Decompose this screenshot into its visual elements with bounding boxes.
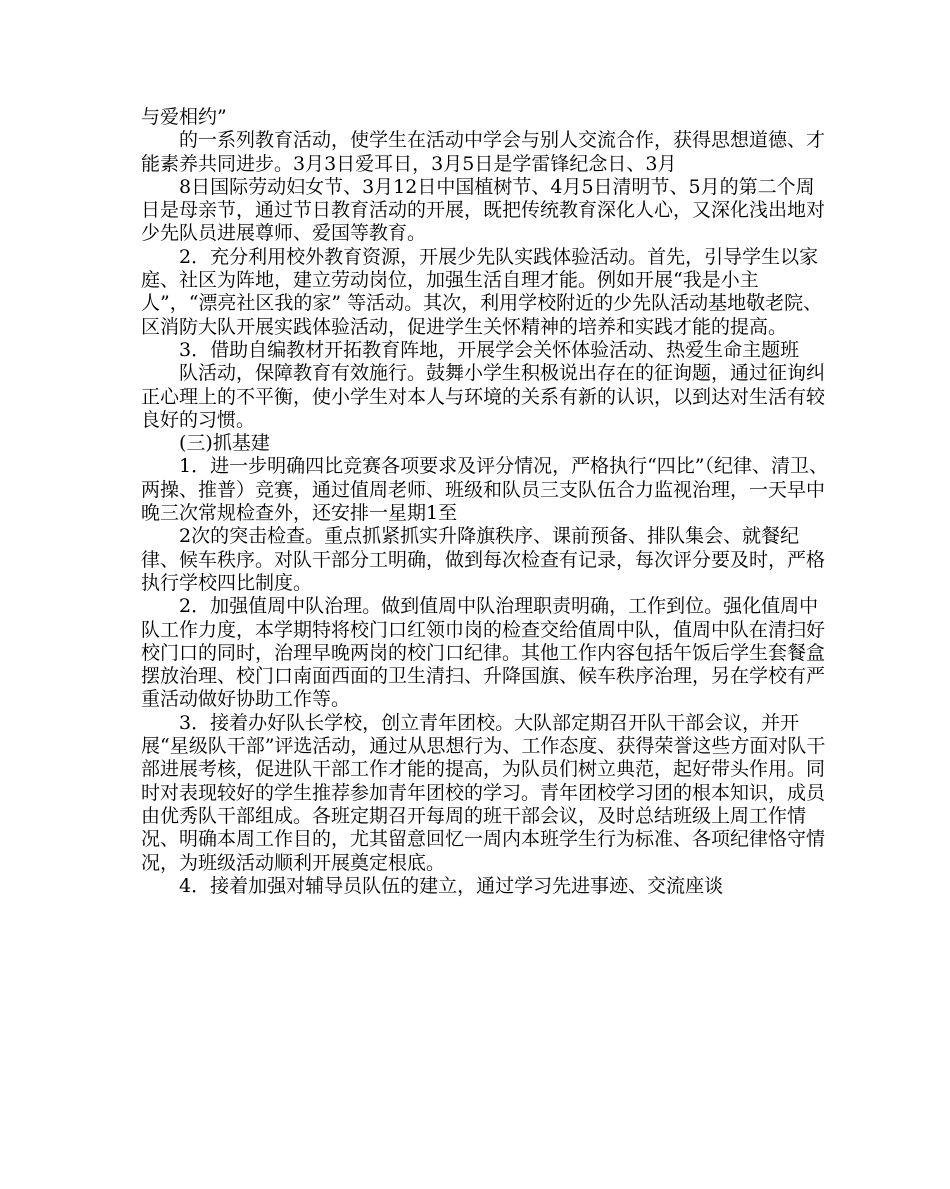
- paragraph-2: 的一系列教育活动，使学生在活动中学会与别人交流合作，获得思想道德、才能素养共同进步。3月3日爱耳日，3月5日是学雷锋纪念日、3月: [141, 129, 826, 175]
- paragraph-1: 与爱相约”: [141, 106, 227, 128]
- paragraph-8: 1．进一步明确四比竞赛各项要求及评分情况，严格执行“四比”（纪律、清卫、两操、推普）竞赛，通过值周老师、班级和队员三支队伍合力监视治理，一天早中晚三次常规检查外，还安排一星期1至: [141, 455, 829, 525]
- section-heading: (三)抓基建: [179, 432, 270, 455]
- paragraph-12: 4．接着加强对辅导员队伍的建立，通过学习先进事迹、交流座谈: [179, 874, 724, 897]
- document-page: [141, 106, 831, 898]
- paragraph-11: 3．接着办好队长学校，创立青年团校。大队部定期召开队干部会议，并开展“星级队干部”评选活动，通过从思想行为、工作态度、获得荣誉这些方面对队干部进展考核，促进队干部工作才能的提高，为队员们树立典范，起好带头作用。同时对表现较好的学生推荐参加青年团校的学习。青年团校学习团的根本知识，成员由优秀队干部组成。各班定期召开每周的班干部会议，及时总结班级上周工作情况、明确本周工作目的，尤其留意回忆一周内本班学生行为标准、各项纪律恪守情况，为班级活动顺利开展奠定根底。: [141, 711, 826, 874]
- paragraph-4: 2．充分利用校外教育资源，开展少先队实践体验活动。首先，引导学生以家庭、社区为阵地，建立劳动岗位，加强生活自理才能。例如开展“我是小主人”，“漂亮社区我的家” 等活动。其次，利用学校附近的少先队活动基地敬老院、区消防大队开展实践体验活动，促进学生关怀精神的培养和实践才能的提高。: [141, 245, 823, 338]
- paragraph-9: 2次的突击检查。重点抓紧抓实升降旗秩序、课前预备、排队集会、就餐纪律、候车秩序。对队干部分工明确，做到每次检查有记录，每次评分要及时，严格执行学校四比制度。: [141, 525, 826, 594]
- paragraph-10: 2．加强值周中队治理。做到值周中队治理职责明确，工作到位。强化值周中队工作力度，本学期特将校门口红领巾岗的检查交给值周中队，值周中队在清扫好校门口的同时，治理早晚两岗的校门口纪律。其他工作内容包括午饭后学生套餐盒摆放治理、校门口南面西面的卫生清扫、升降国旗、候车秩序治理，另在学校有严重活动做好协助工作等。: [141, 595, 826, 711]
- paragraph-5: 3．借助自编教材开拓教育阵地，开展学会关怀体验活动、热爱生命主题班: [179, 338, 800, 361]
- paragraph-6: 队活动，保障教育有效施行。鼓舞小学生积极说出存在的征询题，通过征询纠正心理上的不平衡，使小学生对本人与环境的关系有新的认识，以到达对生活有较良好的习惯。: [141, 362, 826, 431]
- paragraph-3: 8日国际劳动妇女节、3月12日中国植树节、4月5日清明节、5月的第二个周日是母亲节，通过节日教育活动的开展，既把传统教育深化人心，又深化浅出地对少先队员进展尊师、爱国等教育。: [141, 175, 826, 245]
